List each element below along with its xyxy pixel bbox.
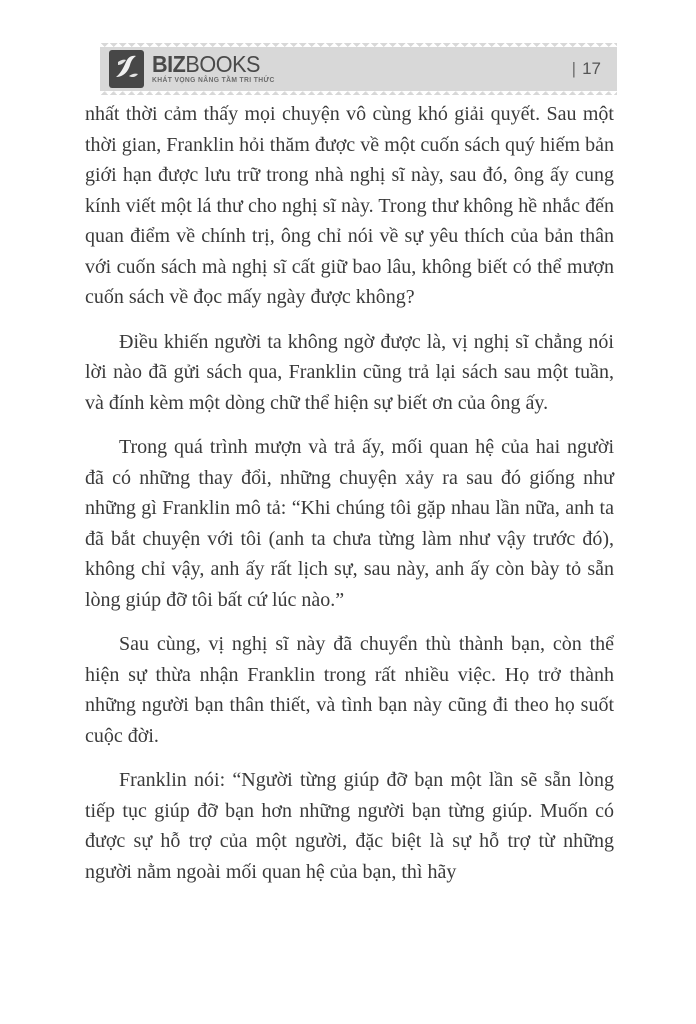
paragraph: Điều khiến người ta không ngờ được là, vị nghị sĩ chẳng nói lời nào đã gửi sách qua, Franklin cũng trả lại sách sau một tuần, và đính kèm một dòng chữ thể hiện sự biết ơn của ông ấy. [85,330,614,414]
page-number [572,59,601,79]
paragraph: nhất thời cảm thấy mọi chuyện vô cùng khó giải quyết. Sau một thời gian, Franklin hỏi thăm được về một cuốn sách quý hiếm bản giới hạn được lưu trữ trong nhà nghị sĩ này, sau đó, ông ấy cung kính viết một lá thư cho nghị sĩ này. Trong thư không hề nhắc đến quan điểm về chính trị, ông chỉ nói về sự yêu thích của bản thân với cuốn sách mà nghị sĩ cất giữ bao lâu, không biết có thể mượn cuốn sách về đọc mấy ngày được không? [85,103,614,308]
page-number-value: 17 [582,59,601,78]
page-number-separator: | [571,59,577,78]
brand-name-biz: BIZ [152,51,186,77]
brand-tagline: KHÁT VỌNG NÂNG TẦM TRI THỨC [152,77,275,84]
page-header [100,47,617,91]
bizbooks-logo-icon [109,50,144,88]
paragraph: Franklin nói: “Người từng giúp đỡ bạn một lần sẽ sẵn lòng tiếp tục giúp đỡ bạn hơn những người bạn từng giúp. Muốn có được sự hỗ trợ của một người, đặc biệt là sự hỗ trợ từ những người nằm ngoài mối quan hệ của bạn, thì hãy [85,769,614,883]
brand-name-books: BOOKS [185,51,260,77]
paragraph: Sau cùng, vị nghị sĩ này đã chuyển thù thành bạn, còn thể hiện sự thừa nhận Franklin trong rất nhiều việc. Họ trở thành những người bạn thân thiết, và tình bạn này cũng đi theo họ suốt cuộc đời. [85,633,614,747]
brand-block [152,53,280,85]
brand-name [152,53,272,76]
paragraph: Trong quá trình mượn và trả ấy, mối quan hệ của hai người đã có những thay đổi, những chuyện xảy ra sau đó giống như những gì Franklin mô tả: “Khi chúng tôi gặp nhau lần nữa, anh ta đã bắt chuyện với tôi (anh ta chưa từng làm như vậy trước đó), không chỉ vậy, anh ấy rất lịch sự, sau này, anh ấy còn bày tỏ sẵn lòng giúp đỡ tôi bất cứ lúc nào.” [85,436,614,611]
page-body [85,99,614,901]
bizbooks-logo [109,50,280,88]
